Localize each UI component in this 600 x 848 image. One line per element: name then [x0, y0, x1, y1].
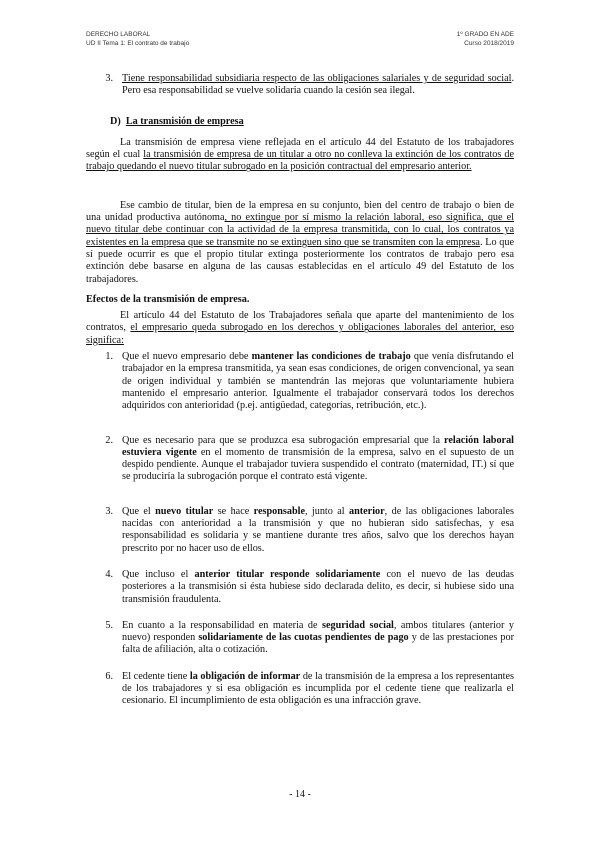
bold-text: la obligación de informar [189, 670, 301, 682]
course-name: DERECHO LABORAL [86, 31, 151, 38]
bold-text: nuevo titular [155, 505, 214, 517]
plain-text: , de las obligaciones laborales nacidas con anterioridad a la transmisión y que no hubieran sido satisfechas, y esa responsabilidad es solidaria y se mantiene durante tres años, salvo que los derechos hayan prescrito por no hacer uso de ellos. [122, 505, 514, 554]
header-right [457, 30, 514, 48]
list-item [86, 506, 514, 555]
document-body [86, 68, 514, 708]
plain-text: . Lo que sí puede ocurrir es que el propio titular extinga posteriormente los contratos de trabajo pero esa extinción debe basarse en alguna de las causas establecidas en el artículo 49 del Estatuto de los trabajadores. [86, 236, 514, 285]
paragraph [86, 310, 514, 347]
list-number: 3. [105, 73, 113, 84]
page-number: - 14 - [289, 789, 311, 800]
list-number: 3. [105, 505, 113, 517]
plain-text: Que el nuevo empresario debe [122, 351, 252, 363]
bold-text: seguridad social [322, 619, 394, 631]
underlined-text: la transmisión de empresa de un titular a otro no conlleva la extinción de los contratos de trabajo quedando el nuevo titular subrogado en la posición contractual del empresario anterior. [86, 149, 514, 173]
underlined-text: , no extingue por sí mismo la relación laboral, eso significa, que el nuevo titular debe continuar con la actividad de la empresa transmitida, con lo cual, los contratos ya existentes en la empresa que se transmite no se extinguen sino que se transmiten con la empresa [86, 212, 514, 248]
effects-title: Efectos de la transmisión de empresa. [86, 293, 250, 305]
list-item [86, 671, 514, 708]
plain-text: Que el [122, 505, 156, 517]
list-text [122, 351, 514, 412]
bold-text: mantener las condiciones de trabajo [251, 351, 411, 363]
list-number: 1. [105, 351, 113, 363]
header-left [86, 30, 189, 48]
list-number: 4. [105, 568, 113, 580]
plain-text: que venía disfrutando el trabajador en la empresa transmitida, ya sean esas condiciones, de origen convencional, ya sean de origen individual y también se mantendrán las mejoras que voluntariamente hubiera mantenido el empresario anterior. Igualmente el trabajador conservará todos los derechos adquiridos con anterioridad (p.ej. antigüedad, categorías, retribución, etc.). [122, 351, 514, 412]
section-heading [110, 116, 514, 128]
list-item [86, 73, 514, 98]
academic-year: Curso 2018/2019 [464, 40, 514, 47]
plain-text: Ese cambio de titular, bien de la empresa en su conjunto, bien del centro de trabajo o bien de una unidad productiva autónoma [86, 199, 514, 224]
plain-text: El cedente tiene [122, 670, 190, 682]
list-number: 2. [105, 434, 113, 446]
section-title: La transmisión de empresa [125, 115, 244, 127]
plain-text: , ambos titulares (anterior y nuevo) responden [122, 619, 515, 644]
plain-text: Que es necesario para que se produzca esa subrogación empresarial que la [122, 434, 444, 446]
plain-text: y de las prestaciones por falta de afiliación, alta o cotización. [122, 632, 514, 656]
bold-text: responsable [253, 505, 305, 517]
degree-name: 1º GRADO EN ADE [456, 31, 514, 38]
plain-text: Que incluso el [122, 568, 195, 580]
bold-text: anterior [349, 505, 385, 517]
plain-text: . Pero esa responsabilidad se vuelve solidaria cuando la cesión sea ilegal. [122, 73, 514, 97]
list-number: 6. [105, 670, 113, 682]
plain-text: de la transmisión de la empresa a los representantes de los trabajadores y si esa obligación es incumplida por el cedente tiene que realizarla el cesionario. El incumplimiento de esta obligación es una infracción grave. [122, 670, 514, 707]
list-number: 5. [105, 619, 113, 631]
bold-text: solidariamente de las cuotas pendientes de pago [198, 632, 409, 644]
list-item [86, 620, 514, 657]
plain-text: El artículo 44 del Estatuto de los Trabajadores señala que aparte del mantenimiento de los contratos, [86, 310, 514, 334]
plain-text: La transmisión de empresa viene reflejada en el artículo 44 del Estatuto de los trabajadores según el cual [86, 136, 514, 161]
section-letter: D) [110, 115, 121, 127]
bold-text: relación laboral estuviera vigente [122, 434, 514, 458]
paragraph [86, 137, 514, 174]
list-text [122, 671, 514, 708]
underlined-text: el empresario queda subrogado en los derechos y obligaciones laborales del anterior, eso significa: [86, 322, 515, 346]
plain-text: en el momento de transmisión de la empresa, salvo en el supuesto de un despido pendiente. Aunque el trabajador tuviera suspendido el contrato (maternidad, IT.) sí que se produciría la subrogación porque el contrato está vigente. [122, 446, 514, 483]
list-text [122, 506, 514, 555]
list-text [122, 569, 514, 606]
plain-text: con el nuevo de las deudas posteriores a la transmisión si ésta hubiese sido declarada delito, es decir, si hubiese sido una transmisión fraudulenta. [122, 568, 514, 605]
bold-text: anterior titular responde solidariamente [194, 568, 381, 580]
paragraph [86, 200, 514, 286]
unit-name: UD II Tema 1: El contrato de trabajo [86, 40, 190, 47]
underlined-text: Tiene responsabilidad subsidiaria respecto de las obligaciones salariales y de seguridad social [122, 73, 512, 84]
list-text [122, 435, 514, 484]
list-item [86, 569, 514, 606]
list-text [122, 620, 514, 657]
list-text [122, 73, 514, 98]
list-item [86, 435, 514, 484]
plain-text: , junto al [304, 505, 349, 517]
plain-text: En cuanto a la responsabilidad en materia de [122, 619, 323, 631]
list-item [86, 351, 514, 412]
plain-text: se hace [213, 505, 254, 517]
